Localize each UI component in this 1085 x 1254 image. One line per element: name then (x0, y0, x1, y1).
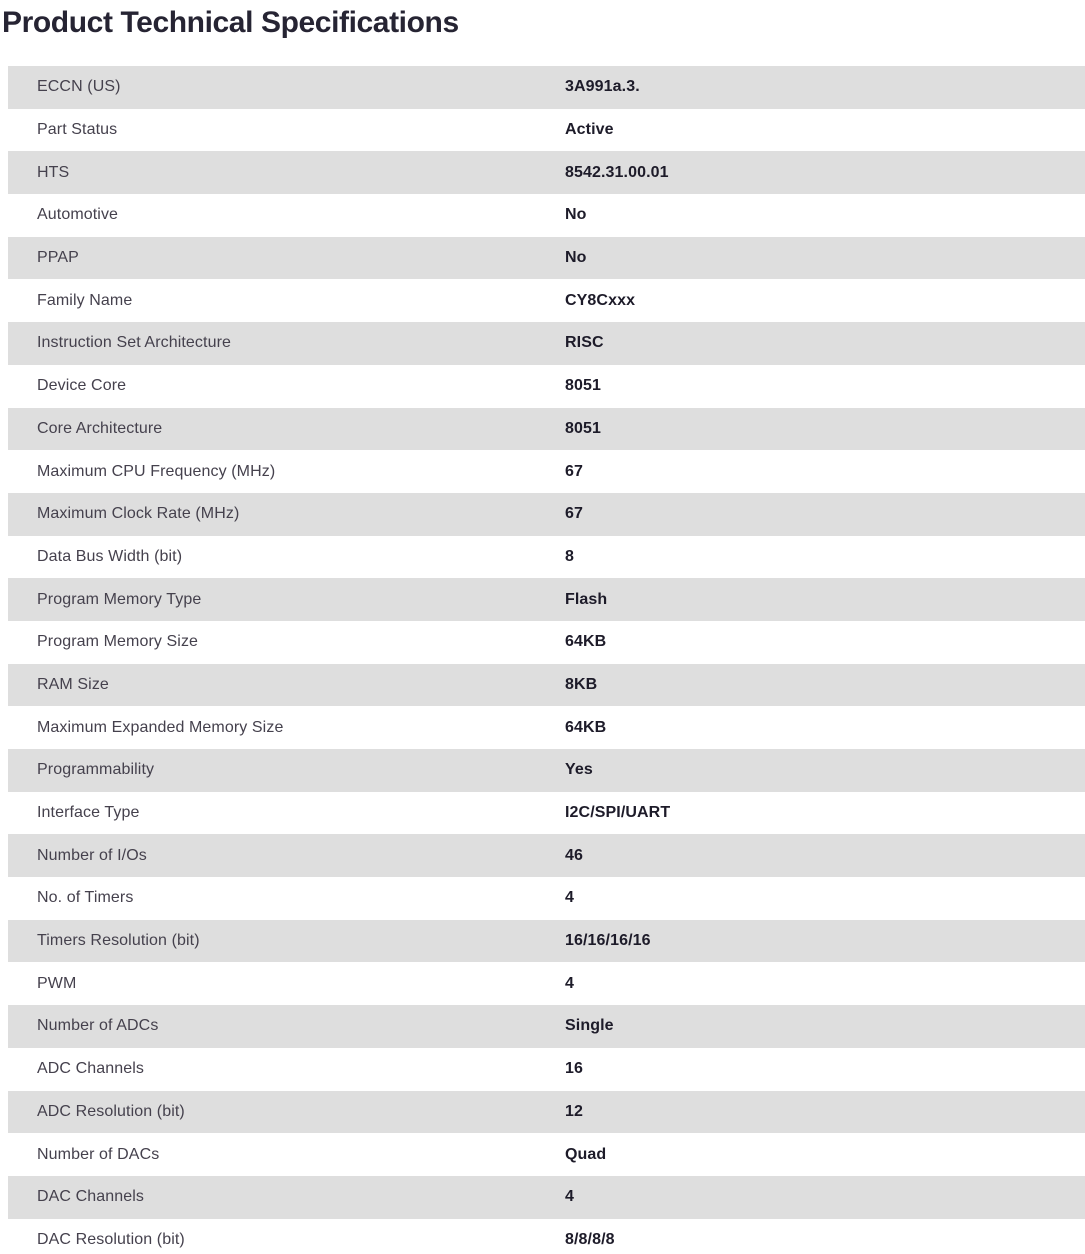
spec-value: 16 (565, 1060, 583, 1078)
spec-row (8, 408, 1085, 451)
spec-label: Part Status (37, 121, 118, 139)
spec-row (8, 962, 1085, 1005)
spec-label: PPAP (37, 249, 79, 267)
spec-row (8, 1091, 1085, 1134)
spec-label: Instruction Set Architecture (37, 334, 232, 352)
spec-label: Core Architecture (37, 419, 163, 437)
spec-value: 67 (565, 505, 583, 523)
spec-value: Yes (565, 761, 593, 779)
spec-value: Single (565, 1017, 614, 1035)
spec-label: Number of I/Os (37, 846, 147, 864)
spec-label: ADC Channels (37, 1060, 145, 1078)
spec-row (8, 365, 1085, 408)
spec-label: Data Bus Width (bit) (37, 547, 183, 565)
spec-value: 8542.31.00.01 (565, 163, 669, 181)
spec-value: 16/16/16/16 (565, 932, 651, 950)
spec-label: Number of DACs (37, 1145, 160, 1163)
spec-value: CY8Cxxx (565, 291, 636, 309)
spec-value: 64KB (565, 718, 607, 736)
spec-row (8, 450, 1085, 493)
spec-value: 64KB (565, 633, 607, 651)
spec-value: RISC (565, 334, 604, 352)
spec-row (8, 920, 1085, 963)
spec-row (8, 621, 1085, 664)
spec-label: Family Name (37, 291, 133, 309)
spec-label: Maximum Expanded Memory Size (37, 718, 284, 736)
spec-row (8, 1176, 1085, 1219)
spec-label: Interface Type (37, 804, 140, 822)
spec-row (8, 578, 1085, 621)
spec-label: Number of ADCs (37, 1017, 159, 1035)
spec-value: 8/8/8/8 (565, 1230, 615, 1248)
spec-row (8, 834, 1085, 877)
spec-label: Timers Resolution (bit) (37, 932, 200, 950)
spec-value: 3A991a.3. (565, 78, 640, 96)
spec-row (8, 706, 1085, 749)
page-title: Product Technical Specifications (2, 6, 459, 39)
spec-value: 46 (565, 846, 583, 864)
spec-value: 8051 (565, 377, 601, 395)
spec-row (8, 1005, 1085, 1048)
spec-label: Maximum Clock Rate (MHz) (37, 505, 240, 523)
spec-row (8, 536, 1085, 579)
spec-row (8, 194, 1085, 237)
spec-row (8, 66, 1085, 109)
spec-value: No (565, 249, 587, 267)
spec-value: 8051 (565, 419, 601, 437)
spec-value: Active (565, 121, 614, 139)
spec-value: 4 (565, 974, 574, 992)
spec-label: RAM Size (37, 675, 109, 693)
spec-table (0, 66, 1085, 1254)
spec-row (8, 109, 1085, 152)
spec-label: Program Memory Size (37, 633, 199, 651)
spec-value: 8KB (565, 675, 598, 693)
spec-value: 67 (565, 462, 583, 480)
spec-value: No (565, 206, 587, 224)
spec-row (8, 279, 1085, 322)
spec-value: I2C/SPI/UART (565, 804, 671, 822)
spec-value: 8 (565, 547, 574, 565)
spec-value: 4 (565, 889, 574, 907)
spec-row (8, 1219, 1085, 1254)
spec-row (8, 151, 1085, 194)
spec-row (8, 322, 1085, 365)
spec-row (8, 749, 1085, 792)
spec-value: Flash (565, 590, 608, 608)
spec-row (8, 1133, 1085, 1176)
spec-row (8, 237, 1085, 280)
spec-label: PWM (37, 974, 77, 992)
spec-value: 12 (565, 1102, 583, 1120)
spec-label: ECCN (US) (37, 78, 121, 96)
spec-row (8, 1048, 1085, 1091)
spec-row (8, 493, 1085, 536)
spec-label: Automotive (37, 206, 119, 224)
spec-value: 4 (565, 1188, 574, 1206)
spec-row (8, 664, 1085, 707)
spec-label: No. of Timers (37, 889, 134, 907)
spec-label: Device Core (37, 377, 127, 395)
spec-label: ADC Resolution (bit) (37, 1102, 185, 1120)
spec-label: Program Memory Type (37, 590, 202, 608)
spec-label: Maximum CPU Frequency (MHz) (37, 462, 276, 480)
spec-row (8, 877, 1085, 920)
spec-label: DAC Channels (37, 1188, 145, 1206)
spec-value: Quad (565, 1145, 607, 1163)
spec-label: HTS (37, 163, 70, 181)
spec-label: Programmability (37, 761, 155, 779)
spec-row (8, 792, 1085, 835)
spec-label: DAC Resolution (bit) (37, 1230, 185, 1248)
